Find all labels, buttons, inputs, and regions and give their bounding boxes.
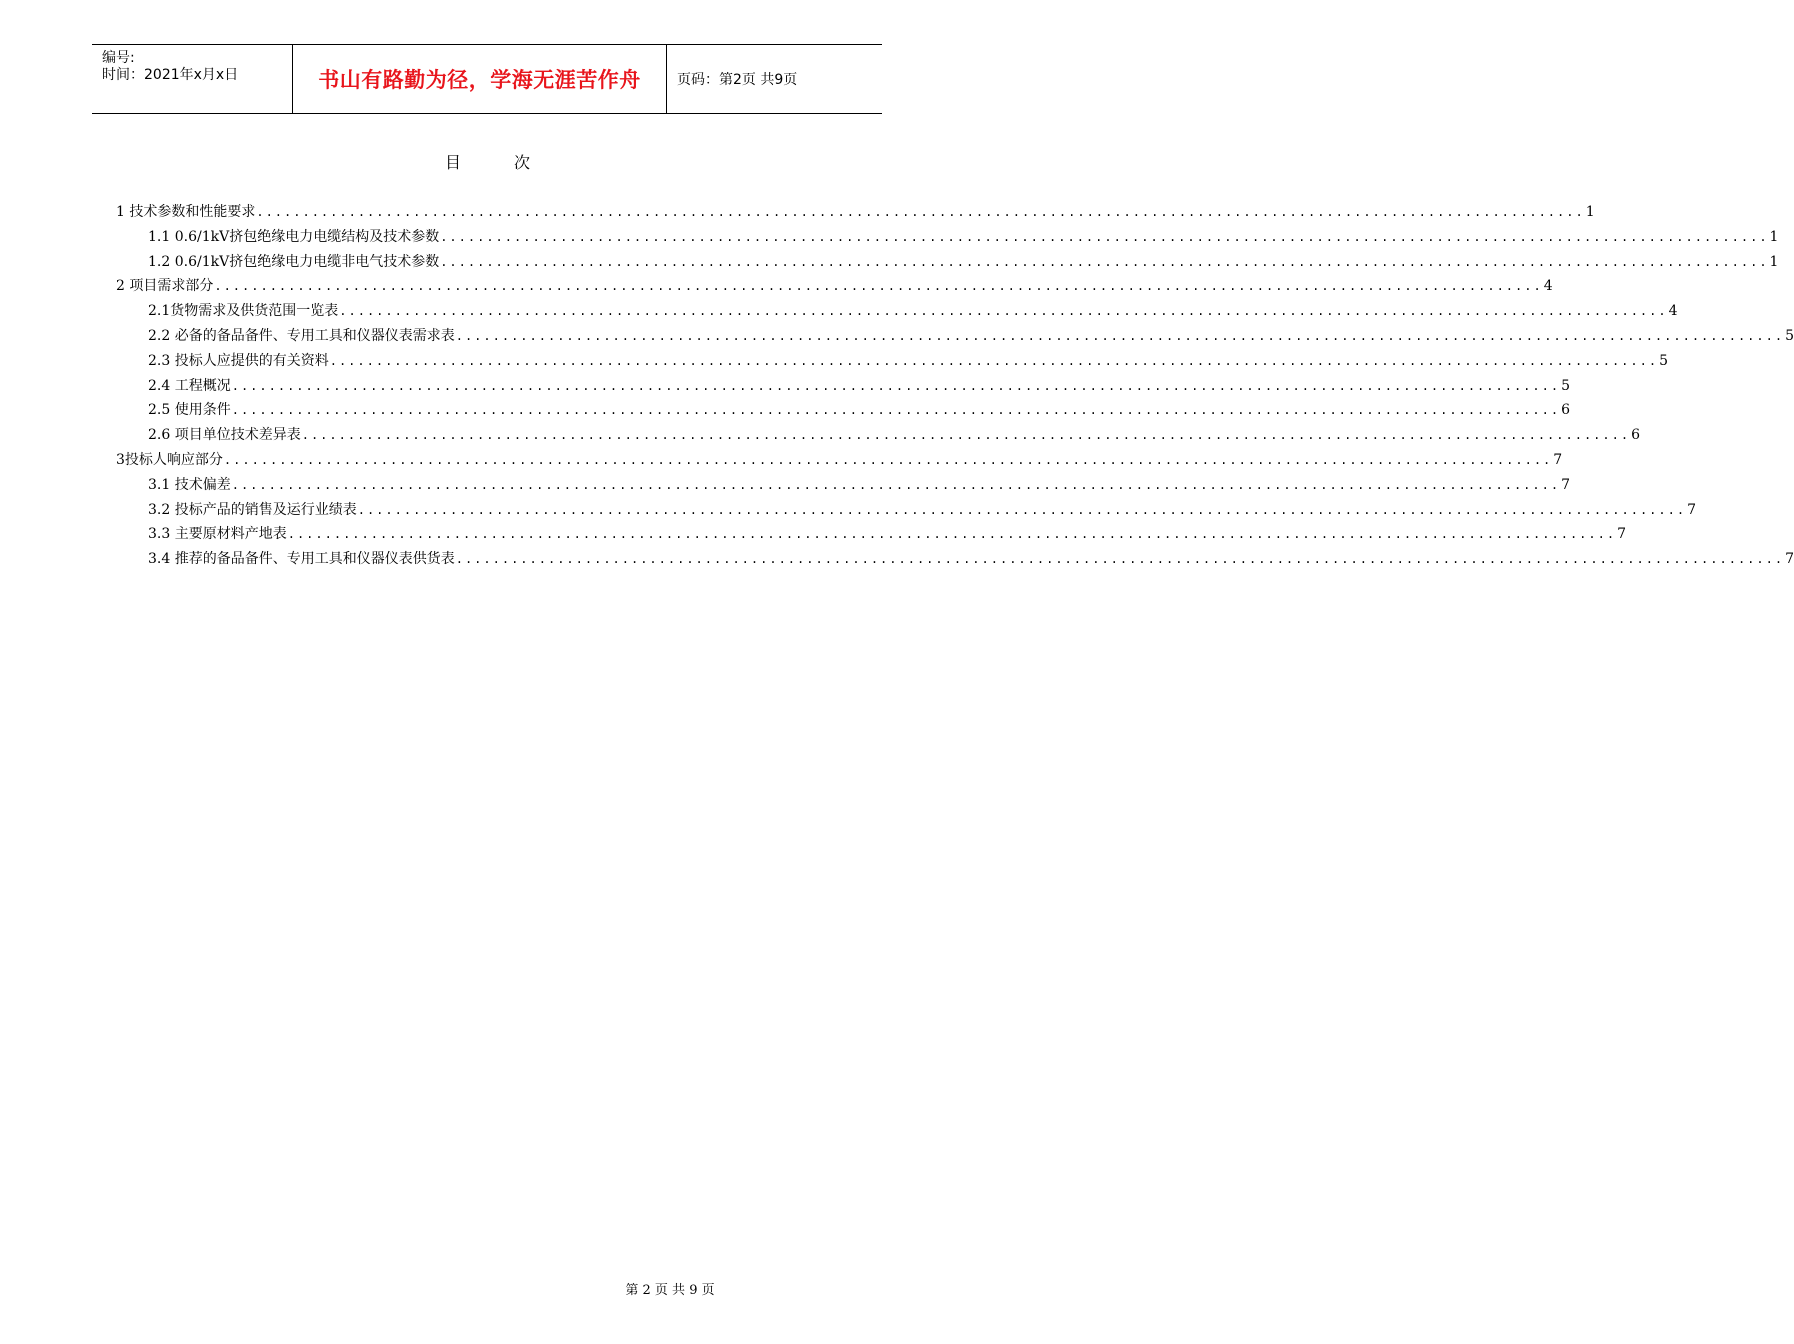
toc-entry[interactable] [116, 547, 1794, 572]
toc-entry[interactable] [116, 250, 1779, 275]
toc-entry[interactable] [116, 522, 1626, 547]
toc-leader-dots: ................................................................................................................................................ [231, 403, 1561, 418]
toc-entry-page: 4 [1668, 303, 1678, 320]
toc-entry[interactable] [116, 423, 1640, 448]
toc-title-part2: 次 [514, 153, 531, 172]
toc-leader-dots: ................................................................................................................................................ [440, 229, 1769, 244]
toc-entry-page: 5 [1785, 327, 1794, 344]
toc-leader-dots: ................................................................................................................................................ [357, 502, 1687, 517]
toc-entry-label: 3.3 主要原材料产地表 [148, 526, 287, 543]
toc-entry-label: 3.2 投标产品的销售及运行业绩表 [148, 501, 357, 518]
toc-entry-label: 2.1货物需求及供货范围一览表 [148, 303, 339, 320]
toc-leader-dots: ................................................................................................................................................ [223, 452, 1553, 467]
toc-entry-label: 1.2 0.6/1kV挤包绝缘电力电缆非电气技术参数 [148, 253, 440, 270]
toc-leader-dots: ................................................................................................................................................ [256, 205, 1585, 219]
toc-leader-dots: ................................................................................................................................................ [214, 279, 1543, 294]
toc-leader-dots: ................................................................................................................................................ [231, 477, 1561, 492]
toc-entry-label: 3.4 推荐的备品备件、专用工具和仪器仪表供货表 [148, 551, 455, 568]
toc-leader-dots: ................................................................................................................................................ [329, 353, 1659, 368]
document-number-label: 编号: [102, 50, 135, 66]
toc-leader-dots: ................................................................................................................................................ [455, 552, 1785, 567]
page-footer: 第 2 页 共 9 页 [625, 1283, 715, 1298]
header-page-label: 页码：第2页 共9页 [677, 72, 798, 88]
toc-entry-page: 6 [1561, 402, 1570, 419]
toc-entry-page: 1 [1769, 228, 1779, 245]
toc-entry-label: 2.6 项目单位技术差异表 [148, 427, 301, 444]
toc-entry-label: 3投标人响应部分 [116, 451, 223, 468]
toc-entry-page: 1 [1769, 253, 1779, 270]
toc-entry-page: 7 [1785, 551, 1794, 568]
table-of-contents [116, 200, 1794, 572]
toc-entry-label: 2.4 工程概况 [148, 377, 231, 394]
toc-entry[interactable] [116, 498, 1696, 523]
toc-entry-page: 7 [1553, 451, 1563, 468]
toc-entry-label: 3.1 技术偏差 [148, 476, 231, 493]
document-time-label: 时间：2021年x月x日 [102, 67, 239, 83]
toc-entry-page: 4 [1543, 278, 1553, 295]
toc-entry[interactable] [116, 299, 1678, 324]
toc-entry-page: 7 [1687, 501, 1696, 518]
toc-entry-label: 2 项目需求部分 [116, 278, 214, 295]
toc-entry-page: 1 [1585, 204, 1595, 220]
toc-title [0, 150, 975, 173]
toc-leader-dots: ................................................................................................................................................ [287, 527, 1617, 542]
page-header [92, 44, 882, 114]
toc-entry[interactable] [116, 448, 1563, 473]
toc-entry[interactable] [116, 374, 1570, 399]
toc-entry-label: 2.5 使用条件 [148, 402, 231, 419]
toc-title-part1: 目 [444, 153, 461, 172]
toc-leader-dots: ................................................................................................................................................ [339, 304, 1668, 319]
toc-entry-page: 5 [1561, 377, 1570, 394]
toc-entry-page: 5 [1659, 352, 1668, 369]
toc-entry-label: 1 技术参数和性能要求 [116, 204, 256, 220]
toc-leader-dots: ................................................................................................................................................ [231, 378, 1561, 393]
toc-leader-dots: ................................................................................................................................................ [301, 428, 1631, 443]
toc-entry[interactable] [116, 398, 1570, 423]
header-meta [92, 45, 293, 113]
toc-entry[interactable] [116, 473, 1570, 498]
toc-entry-label: 2.3 投标人应提供的有关资料 [148, 352, 329, 369]
toc-entry-page: 6 [1631, 427, 1640, 444]
toc-entry[interactable] [116, 200, 1595, 225]
toc-entry-label: 1.1 0.6/1kV挤包绝缘电力电缆结构及技术参数 [148, 228, 440, 245]
toc-entry-page: 7 [1561, 476, 1570, 493]
toc-entry-page: 7 [1617, 526, 1626, 543]
toc-entry[interactable] [116, 324, 1794, 349]
toc-entry[interactable] [116, 225, 1779, 250]
header-motto: 书山有路勤为径，学海无涯苦作舟 [293, 45, 667, 113]
toc-entry-label: 2.2 必备的备品备件、专用工具和仪器仪表需求表 [148, 327, 455, 344]
toc-entry[interactable] [116, 274, 1553, 299]
toc-leader-dots: ................................................................................................................................................ [455, 328, 1785, 343]
toc-entry[interactable] [116, 349, 1668, 374]
toc-leader-dots: ................................................................................................................................................ [440, 254, 1769, 269]
